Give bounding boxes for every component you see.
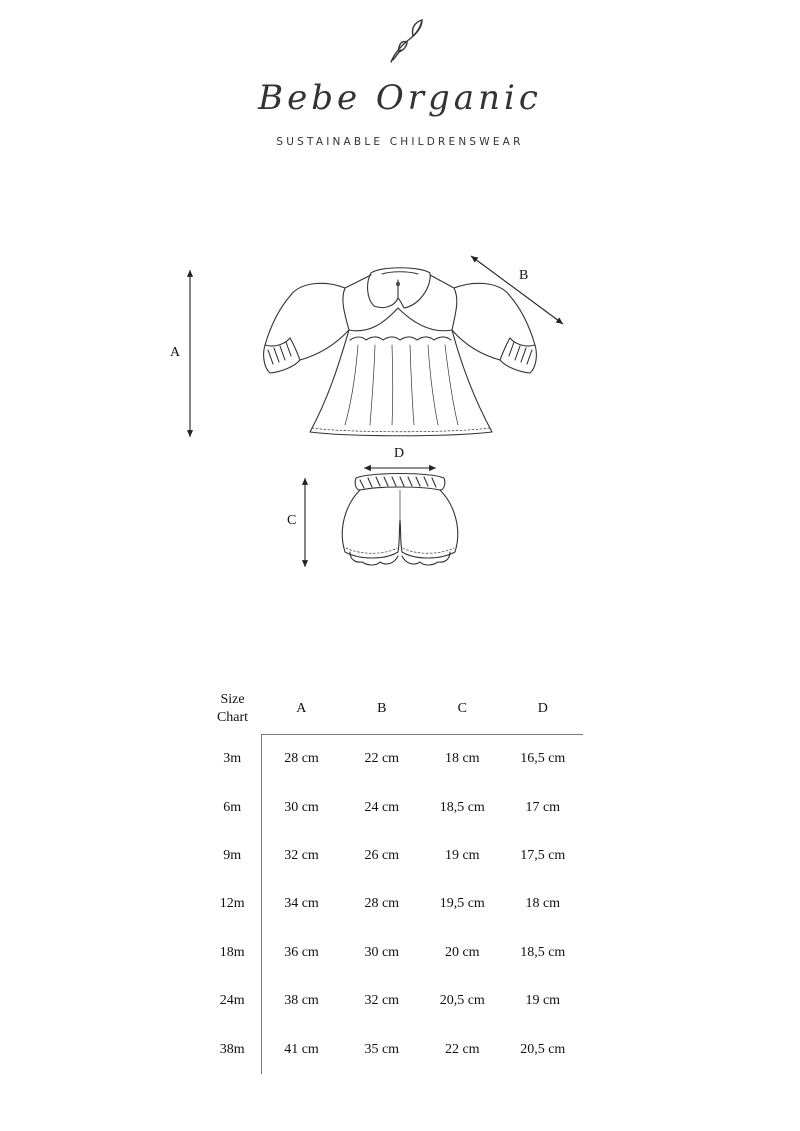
table-cell: 22 cm — [444, 1041, 480, 1057]
table-cell: 17 cm — [525, 799, 561, 815]
table-cell: 19,5 cm — [439, 896, 485, 912]
table-cell: 36 cm — [284, 944, 319, 960]
table-cell: 22 cm — [364, 751, 400, 767]
table-row — [204, 783, 583, 831]
column-header-b: B — [342, 684, 423, 735]
table-row — [204, 832, 583, 880]
table-cell: 24 cm — [364, 799, 400, 815]
table-cell: 18,5 cm — [439, 799, 485, 815]
size-label: 18m — [204, 929, 261, 977]
table-cell: 35 cm — [364, 1041, 400, 1057]
dimension-label-b: B — [519, 268, 529, 283]
table-row — [204, 880, 583, 928]
table-cell: 19 cm — [444, 847, 480, 863]
size-label: 9m — [204, 832, 261, 880]
brand-name: Bebe Organic — [258, 78, 542, 118]
size-chart-heading: Size Chart — [216, 692, 249, 726]
size-label: 3m — [204, 735, 261, 784]
table-cell: 41 cm — [284, 1041, 319, 1057]
table-cell: 19 cm — [525, 993, 561, 1009]
size-chart-table — [204, 684, 583, 1074]
table-cell: 26 cm — [364, 847, 400, 863]
bloomers-drawing — [342, 474, 457, 566]
table-row — [204, 1025, 583, 1073]
size-label: 24m — [204, 977, 261, 1025]
table-header-row — [204, 684, 583, 735]
size-label: 38m — [204, 1025, 261, 1073]
table-row — [204, 977, 583, 1025]
table-cell: 32 cm — [284, 847, 319, 863]
dimension-label-d: D — [394, 446, 405, 461]
table-cell: 18 cm — [444, 751, 480, 767]
table-row — [204, 929, 583, 977]
dimension-label-a: A — [170, 345, 181, 360]
brand-tagline: SUSTAINABLE CHILDRENSWEAR — [276, 136, 524, 148]
table-cell: 20,5 cm — [439, 993, 485, 1009]
table-cell: 28 cm — [284, 751, 319, 767]
table-cell: 20,5 cm — [520, 1041, 566, 1057]
table-cell: 18,5 cm — [520, 944, 566, 960]
table-cell: 30 cm — [364, 944, 400, 960]
table-cell: 16,5 cm — [520, 751, 566, 767]
table-cell: 28 cm — [364, 896, 400, 912]
dimension-label-c: C — [287, 513, 297, 528]
table-cell: 34 cm — [284, 896, 319, 912]
table-cell: 20 cm — [444, 944, 480, 960]
column-header-c: C — [422, 684, 503, 735]
size-label: 12m — [204, 880, 261, 928]
table-cell: 32 cm — [364, 993, 400, 1009]
table-cell: 18 cm — [525, 896, 561, 912]
dimension-arrow-b — [471, 256, 563, 324]
table-cell: 38 cm — [284, 993, 319, 1009]
table-cell: 30 cm — [284, 799, 319, 815]
column-header-d: D — [503, 684, 584, 735]
size-label: 6m — [204, 783, 261, 831]
blouse-drawing — [264, 268, 537, 436]
table-cell: 17,5 cm — [520, 847, 566, 863]
column-header-a: A — [261, 684, 342, 735]
table-row — [204, 735, 583, 784]
